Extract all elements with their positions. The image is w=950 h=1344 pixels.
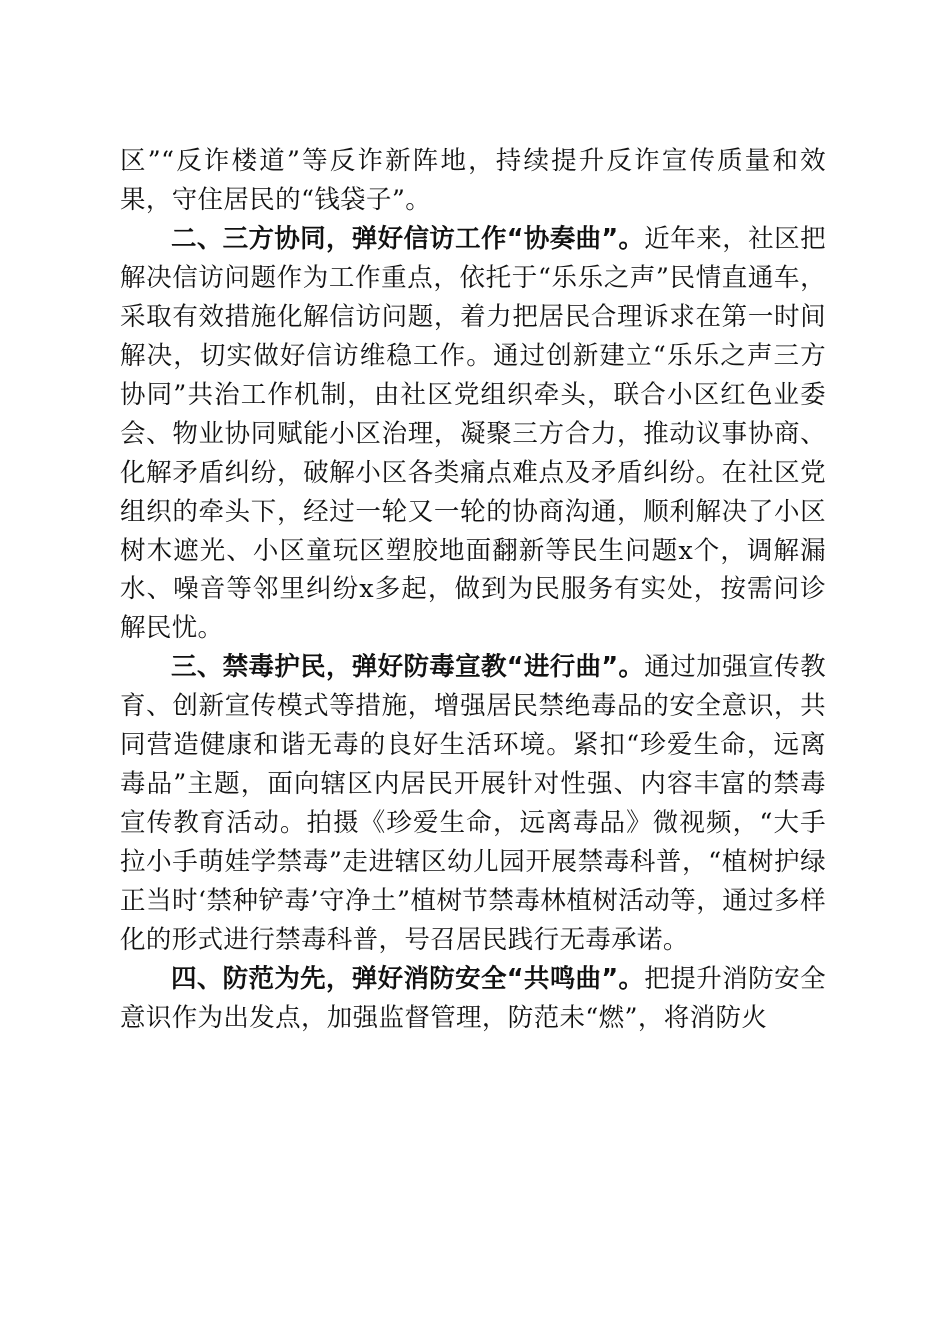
section-heading-fire-safety: 四、防范为先，弹好消防安全“共鸣曲”。 <box>171 964 645 995</box>
document-body <box>120 142 826 1038</box>
section-heading-anti-drug: 三、禁毒护民，弹好防毒宣教“进行曲”。 <box>171 652 645 683</box>
paragraph-body: 把提升消防安全意识作为出发点，加强监督管理，防范未“燃”，将消防火 <box>120 964 826 1033</box>
paragraph-petition-work <box>120 220 826 648</box>
paragraph-anti-fraud-continuation <box>120 142 826 220</box>
paragraph-anti-drug <box>120 648 826 960</box>
section-heading-petition: 二、三方协同，弹好信访工作“协奏曲”。 <box>171 223 645 254</box>
paragraph-body: 通过加强宣传教育、创新宣传模式等措施，增强居民禁绝毒品的安全意识，共同营造健康和谐无毒的良好生活环境。紧扣“珍爱生命，远离毒品”主题，面向辖区内居民开展针对性强、内容丰富的禁毒宣传教育活动。拍摄《珍爱生命，远离毒品》微视频，“大手拉小手萌娃学禁毒”走进辖区幼儿园开展禁毒科普，“植树护绿正当时‘禁种铲毒’守净土”植树节禁毒林植树活动等，通过多样化的形式进行禁毒科普，号召居民践行无毒承诺。 <box>120 652 826 956</box>
paragraph-body: 近年来，社区把解决信访问题作为工作重点，依托于“乐乐之声”民情直通车，采取有效措施化解信访问题，着力把居民合理诉求在第一时间解决，切实做好信访维稳工作。通过创新建立“乐乐之声三方协同”共治工作机制，由社区党组织牵头，联合小区红色业委会、物业协同赋能小区治理，凝聚三方合力，推动议事协商、化解矛盾纠纷，破解小区各类痛点难点及矛盾纠纷。在社区党组织的牵头下，经过一轮又一轮的协商沟通，顺利解决了小区树木遮光、小区童玩区塑胶地面翻新等民生问题x个，调解漏水、噪音等邻里纠纷x多起，做到为民服务有实处，按需问诊解民忧。 <box>120 223 826 644</box>
paragraph-fire-safety <box>120 960 826 1038</box>
paragraph-body: 区”“反诈楼道”等反诈新阵地，持续提升反诈宣传质量和效果，守住居民的“钱袋子”。 <box>120 146 826 215</box>
